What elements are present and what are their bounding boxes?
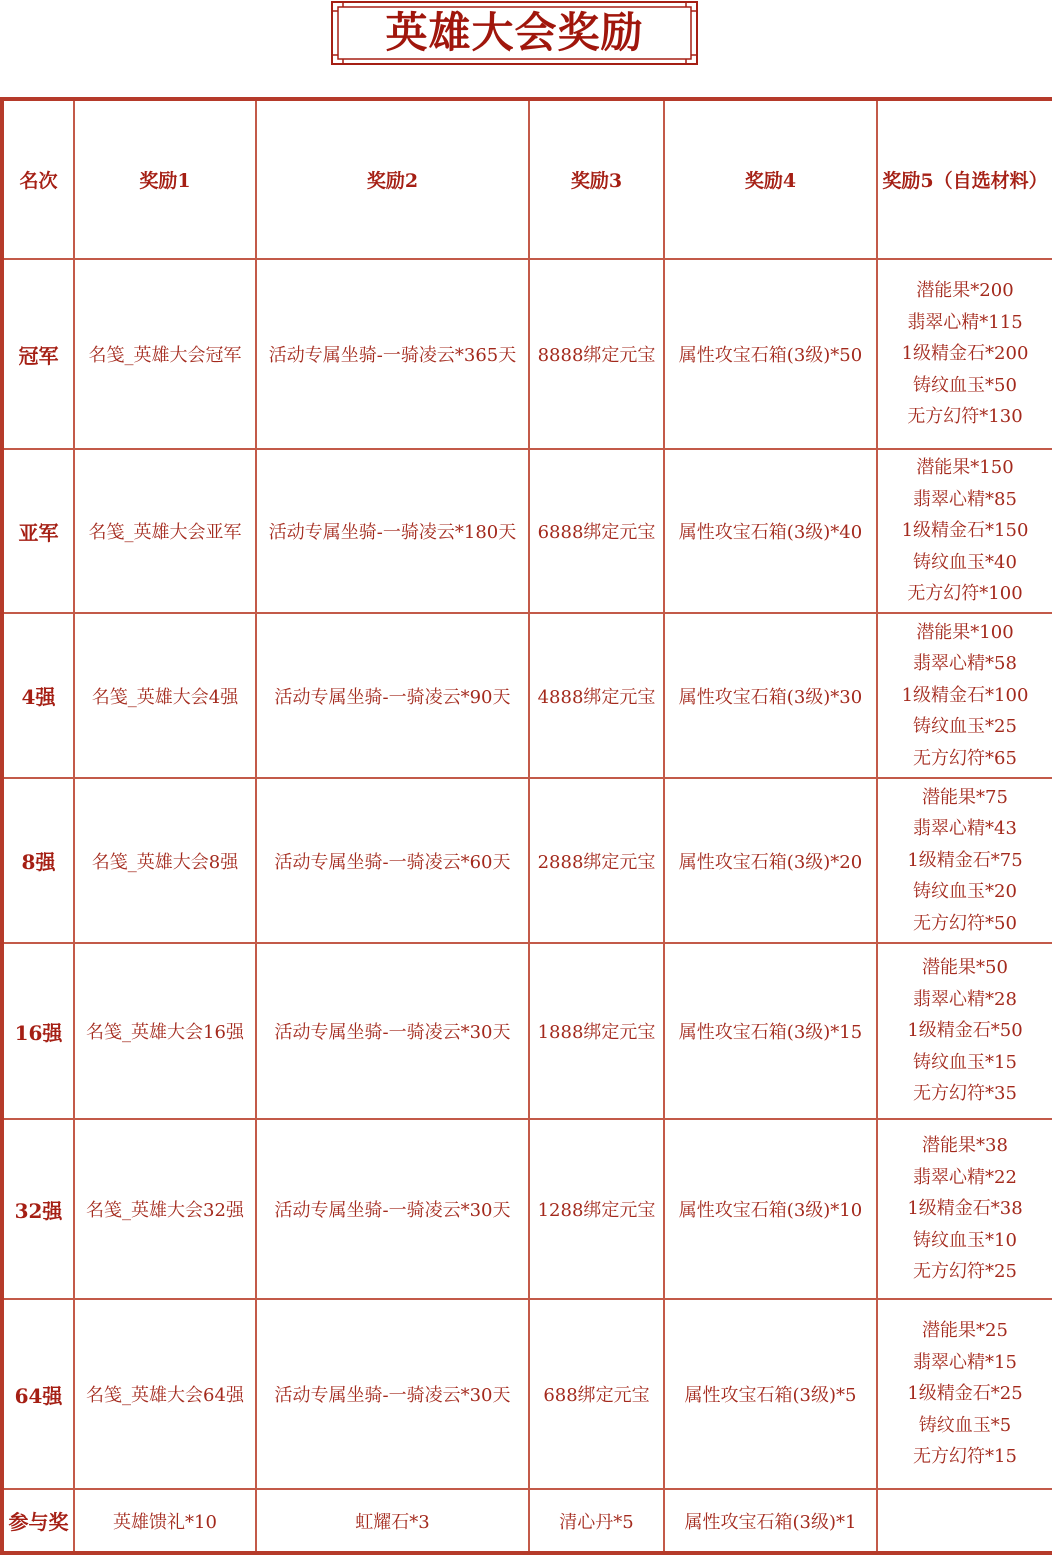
table-row xyxy=(2,1119,1052,1299)
material-item: 铸纹血玉*5 xyxy=(918,1414,1012,1436)
material-item: 无方幻符*15 xyxy=(913,1446,1017,1468)
header-reward5: 奖励5（自选材料） xyxy=(877,99,1052,259)
reward3-cell: 8888绑定元宝 xyxy=(529,259,664,449)
table-row xyxy=(2,943,1052,1119)
material-item: 铸纹血玉*40 xyxy=(913,551,1017,573)
rank-cell: 64强 xyxy=(2,1299,74,1489)
reward2-cell: 活动专属坐骑-一骑凌云*180天 xyxy=(256,449,529,613)
reward4-cell: 属性攻宝石箱(3级)*5 xyxy=(664,1299,877,1489)
material-item: 翡翠心精*15 xyxy=(913,1351,1017,1373)
reward5-cell xyxy=(877,449,1052,613)
reward1-cell: 名笺_英雄大会4强 xyxy=(74,613,256,778)
reward4-cell: 属性攻宝石箱(3级)*10 xyxy=(664,1119,877,1299)
rank-cell: 4强 xyxy=(2,613,74,778)
rank-cell: 亚军 xyxy=(2,449,74,613)
header-rank: 名次 xyxy=(2,99,74,259)
reward1-cell: 英雄馈礼*10 xyxy=(74,1489,256,1553)
table-row xyxy=(2,259,1052,449)
reward3-cell: 清心丹*5 xyxy=(529,1489,664,1553)
reward2-cell: 虹耀石*3 xyxy=(256,1489,529,1553)
reward3-cell: 688绑定元宝 xyxy=(529,1299,664,1489)
material-item: 无方幻符*65 xyxy=(913,747,1017,769)
material-item: 潜能果*200 xyxy=(916,280,1014,302)
material-item: 翡翠心精*85 xyxy=(913,488,1017,510)
material-item: 翡翠心精*22 xyxy=(913,1166,1017,1188)
table-row xyxy=(2,778,1052,943)
title-banner xyxy=(331,1,698,65)
material-item: 铸纹血玉*10 xyxy=(913,1229,1017,1251)
rank-cell: 参与奖 xyxy=(2,1489,74,1553)
reward2-cell: 活动专属坐骑-一骑凌云*60天 xyxy=(256,778,529,943)
material-item: 翡翠心精*43 xyxy=(913,818,1017,840)
rank-cell: 冠军 xyxy=(2,259,74,449)
material-item: 1级精金石*200 xyxy=(901,343,1029,365)
reward2-cell: 活动专属坐骑-一骑凌云*30天 xyxy=(256,943,529,1119)
material-item: 铸纹血玉*50 xyxy=(913,374,1017,396)
title-header xyxy=(0,0,1052,70)
reward3-cell: 2888绑定元宝 xyxy=(529,778,664,943)
material-item: 潜能果*100 xyxy=(916,621,1014,643)
material-item: 翡翠心精*28 xyxy=(913,988,1017,1010)
reward5-cell xyxy=(877,1299,1052,1489)
reward4-cell: 属性攻宝石箱(3级)*40 xyxy=(664,449,877,613)
reward5-cell xyxy=(877,613,1052,778)
reward2-cell: 活动专属坐骑-一骑凌云*365天 xyxy=(256,259,529,449)
rank-cell: 8强 xyxy=(2,778,74,943)
reward5-cell xyxy=(877,778,1052,943)
material-item: 潜能果*50 xyxy=(922,957,1008,979)
reward1-cell: 名笺_英雄大会16强 xyxy=(74,943,256,1119)
material-item: 无方幻符*100 xyxy=(907,583,1023,605)
reward1-cell: 名笺_英雄大会32强 xyxy=(74,1119,256,1299)
page-title: 英雄大会奖励 xyxy=(385,8,644,57)
reward4-cell: 属性攻宝石箱(3级)*15 xyxy=(664,943,877,1119)
reward2-cell: 活动专属坐骑-一骑凌云*30天 xyxy=(256,1299,529,1489)
reward5-cell xyxy=(877,943,1052,1119)
material-item: 潜能果*75 xyxy=(922,786,1008,808)
reward2-cell: 活动专属坐骑-一骑凌云*90天 xyxy=(256,613,529,778)
reward4-cell: 属性攻宝石箱(3级)*30 xyxy=(664,613,877,778)
reward3-cell: 1288绑定元宝 xyxy=(529,1119,664,1299)
material-item: 铸纹血玉*15 xyxy=(913,1051,1017,1073)
material-item: 潜能果*150 xyxy=(916,457,1014,479)
reward1-cell: 名笺_英雄大会冠军 xyxy=(74,259,256,449)
reward5-cell xyxy=(877,259,1052,449)
material-item: 无方幻符*35 xyxy=(913,1083,1017,1105)
table-row xyxy=(2,1299,1052,1489)
table-row xyxy=(2,613,1052,778)
material-item: 无方幻符*50 xyxy=(913,912,1017,934)
material-item: 翡翠心精*58 xyxy=(913,653,1017,675)
header-reward3: 奖励3 xyxy=(529,99,664,259)
header-reward4: 奖励4 xyxy=(664,99,877,259)
rank-cell: 16强 xyxy=(2,943,74,1119)
reward2-cell: 活动专属坐骑-一骑凌云*30天 xyxy=(256,1119,529,1299)
material-item: 1级精金石*25 xyxy=(907,1383,1023,1405)
material-item: 无方幻符*25 xyxy=(913,1261,1017,1283)
table-row xyxy=(2,1489,1052,1553)
table-row xyxy=(2,449,1052,613)
rewards-table xyxy=(0,97,1052,1555)
reward5-cell xyxy=(877,1119,1052,1299)
material-item: 翡翠心精*115 xyxy=(907,311,1023,333)
material-item: 1级精金石*150 xyxy=(901,520,1029,542)
rank-cell: 32强 xyxy=(2,1119,74,1299)
material-item: 潜能果*25 xyxy=(922,1320,1008,1342)
reward5-cell-empty xyxy=(877,1489,1052,1553)
reward3-cell: 1888绑定元宝 xyxy=(529,943,664,1119)
material-item: 铸纹血玉*20 xyxy=(913,881,1017,903)
reward4-cell: 属性攻宝石箱(3级)*20 xyxy=(664,778,877,943)
header-reward1: 奖励1 xyxy=(74,99,256,259)
table-header-row xyxy=(2,99,1052,259)
reward1-cell: 名笺_英雄大会8强 xyxy=(74,778,256,943)
reward4-cell: 属性攻宝石箱(3级)*50 xyxy=(664,259,877,449)
material-item: 1级精金石*38 xyxy=(907,1198,1023,1220)
header-reward2: 奖励2 xyxy=(256,99,529,259)
material-item: 1级精金石*75 xyxy=(907,849,1023,871)
reward3-cell: 4888绑定元宝 xyxy=(529,613,664,778)
material-item: 无方幻符*130 xyxy=(907,406,1023,428)
material-item: 铸纹血玉*25 xyxy=(913,716,1017,738)
material-item: 1级精金石*50 xyxy=(907,1020,1023,1042)
reward3-cell: 6888绑定元宝 xyxy=(529,449,664,613)
reward1-cell: 名笺_英雄大会亚军 xyxy=(74,449,256,613)
material-item: 潜能果*38 xyxy=(922,1135,1008,1157)
reward4-cell: 属性攻宝石箱(3级)*1 xyxy=(664,1489,877,1553)
reward1-cell: 名笺_英雄大会64强 xyxy=(74,1299,256,1489)
material-item: 1级精金石*100 xyxy=(901,684,1029,706)
